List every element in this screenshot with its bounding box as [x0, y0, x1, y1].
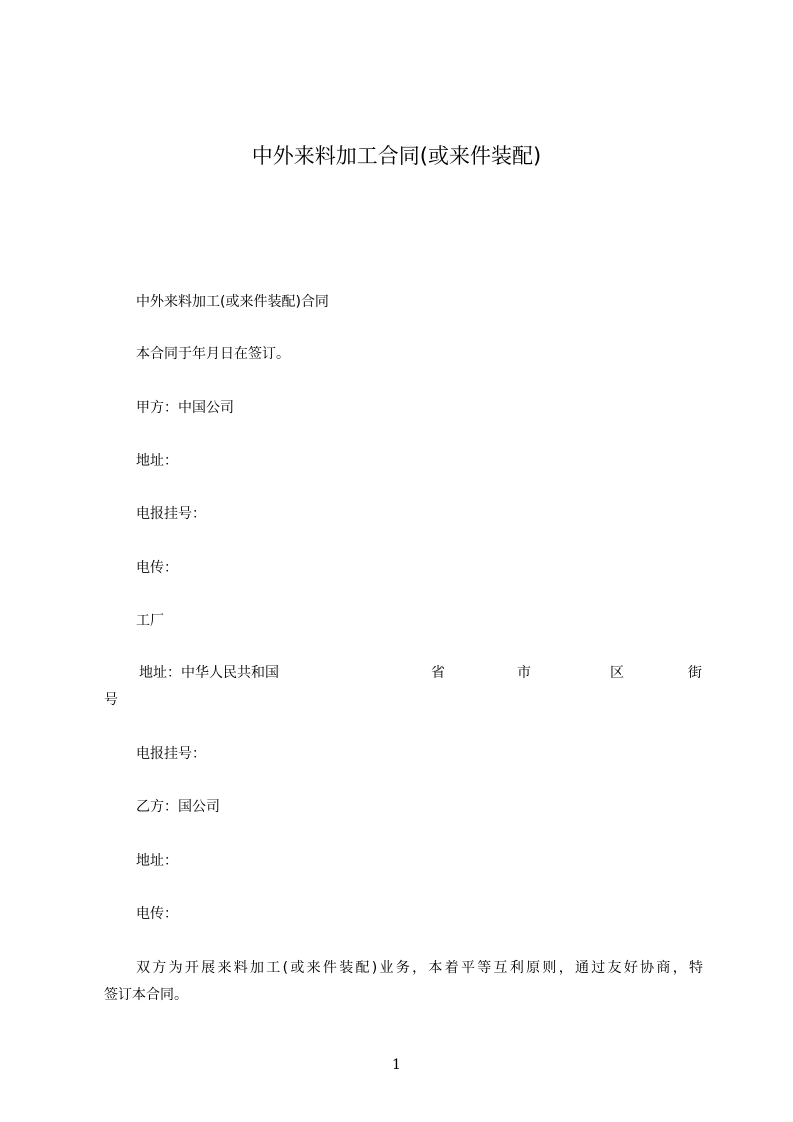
factory-address-province: 省	[431, 665, 445, 681]
party-a-telegraph: 电报挂号：	[136, 506, 206, 522]
signing-statement: 本合同于年月日在签订。	[136, 346, 290, 362]
party-b-name: 乙方：国公司	[136, 799, 220, 815]
document-title: 中外来料加工合同(或来件装配)	[251, 144, 542, 168]
party-b-fax: 电传：	[136, 906, 178, 922]
page-number: 1	[392, 1057, 401, 1073]
factory-address-district: 区	[610, 665, 624, 681]
factory-address-number: 号	[104, 692, 118, 708]
factory-address-line	[136, 663, 702, 683]
factory-address-street: 街	[688, 665, 702, 681]
factory-address-city: 市	[517, 665, 531, 681]
party-a-address: 地址：	[136, 453, 178, 469]
factory-heading: 工厂	[136, 613, 164, 629]
intro-paragraph-line-2: 签订本合同。	[104, 987, 188, 1003]
factory-address-label: 地址：中华人民共和国	[139, 665, 279, 681]
party-a-fax: 电传：	[136, 560, 178, 576]
factory-telegraph: 电报挂号：	[136, 746, 206, 762]
party-a-name: 甲方：中国公司	[136, 400, 234, 416]
intro-paragraph-line-1: 双方为开展来料加工(或来件装配)业务，本着平等互利原则，通过友好协商，特	[136, 960, 703, 976]
contract-subtitle: 中外来料加工(或来件装配)合同	[136, 294, 329, 310]
party-b-address: 地址：	[136, 853, 178, 869]
